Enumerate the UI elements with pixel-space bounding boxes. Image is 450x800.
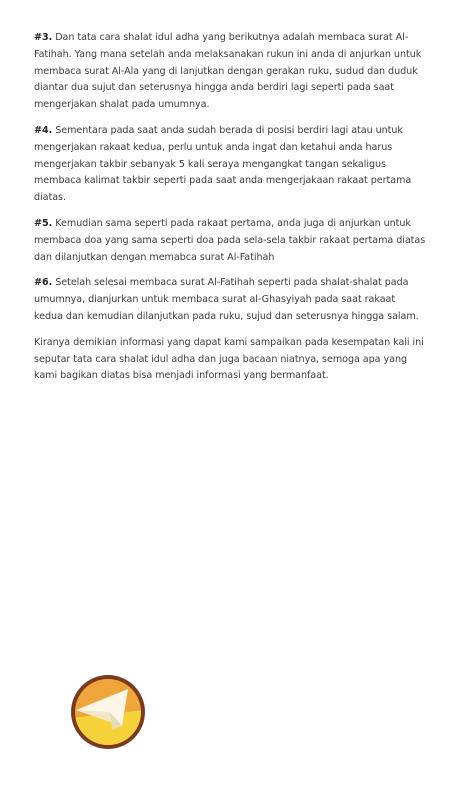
share-floating-button[interactable] [70, 674, 146, 750]
step-text: Dan tata cara shalat idul adha yang berikutnya adalah membaca surat Al-Fatihah. Yang mana setelah anda melaksanakan rukun ini anda di anjurkan untuk membaca surat Al-Ala yang di lanjutkan dengan gerakan ruku, sudud dan duduk diantar dua sujut dan seterusnya hingga anda berdiri lagi seperti pada saat mengerjakan shalat pada umumnya. [34, 32, 422, 111]
step-number: #4. [34, 124, 53, 136]
step-6-paragraph [34, 275, 426, 325]
paper-plane-share-icon [70, 674, 146, 750]
step-text: Setelah selesai membaca surat Al-Fatihah seperti pada shalat-shalat pada umumnya, dianjurkan untuk membaca surat al-Ghasyiyah pada saat rakaat kedua dan kemudian dilanjutkan pada ruku, sujud dan seterusnya hingga salam. [34, 277, 419, 322]
step-5-paragraph [34, 216, 426, 266]
closing-paragraph: Kiranya demikian informasi yang dapat kami sampaikan pada kesempatan kali ini seputar tata cara shalat idul adha dan juga bacaan niatnya, semoga apa yang kami bagikan diatas bisa menjadi informasi yang bermanfaat. [34, 336, 424, 382]
article-body [34, 30, 426, 394]
step-4-paragraph [34, 123, 426, 207]
step-text: Sementara pada saat anda sudah berada di posisi berdiri lagi atau untuk mengerjakan rakaat kedua, perlu untuk anda ingat dan ketahui anda harus mengerjakan takbir sebanyak 5 kali seraya mengangkat tangan sekaligus membaca kalimat takbir seperti pada saat anda mengerjakaan rakaat pertama diatas. [34, 124, 412, 204]
step-text: Kemudian sama seperti pada rakaat pertama, anda juga di anjurkan untuk membaca doa yang sama seperti doa pada sela-sela takbir rakaat pertama diatas dan dilanjutkan dengan memabca surat Al-Fatihah [34, 217, 426, 263]
step-number: #3. [34, 32, 53, 43]
step-3-paragraph [34, 30, 426, 114]
step-number: #6. [34, 277, 53, 289]
step-number: #5. [34, 217, 53, 229]
